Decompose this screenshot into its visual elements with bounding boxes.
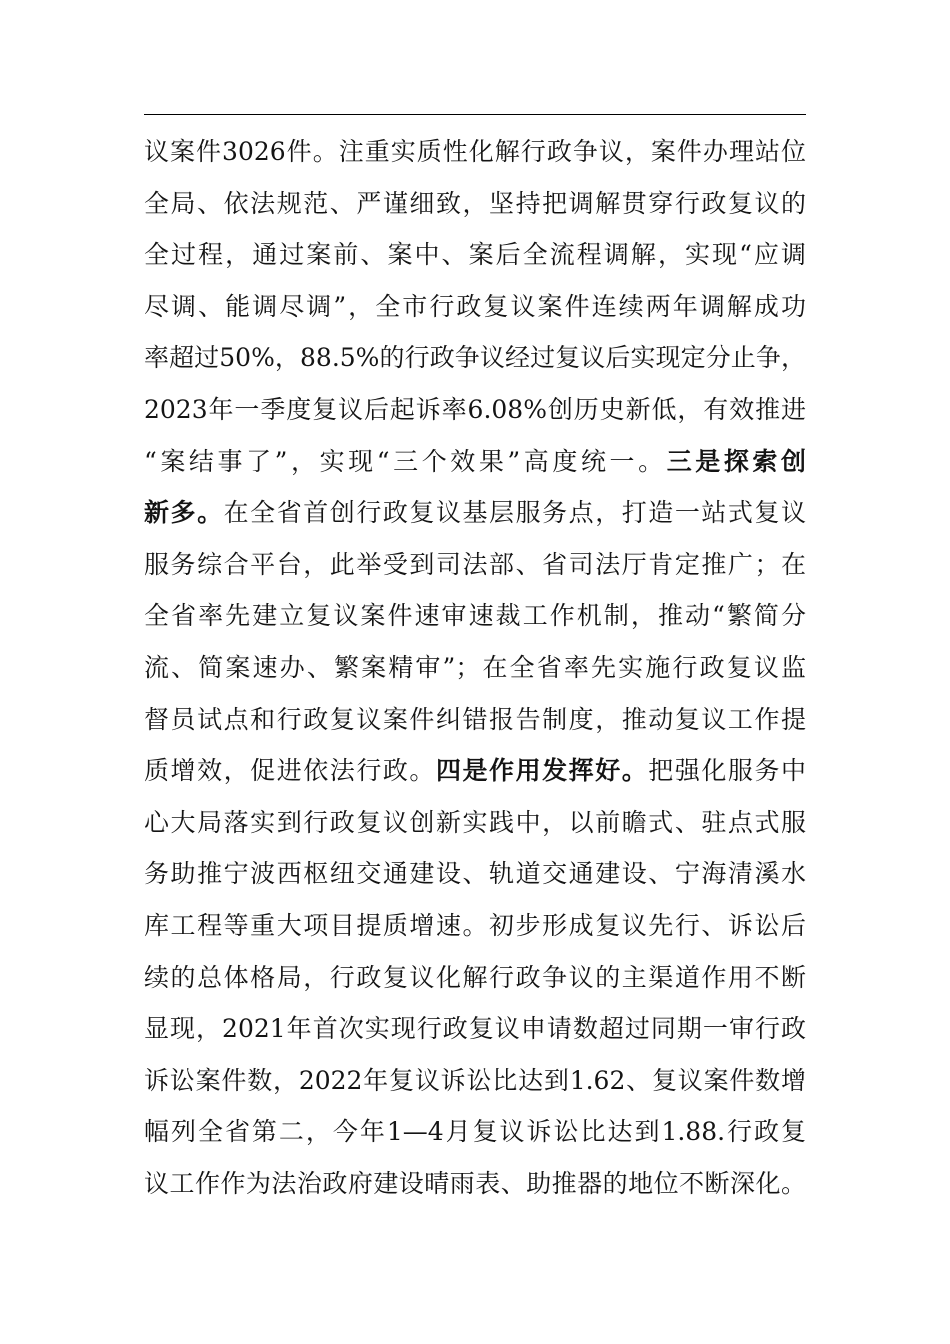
text-segment: 显现，2021年首次实现行政复议申请数超过同期一审行政 [144,1014,806,1044]
text-line-14 [144,797,806,849]
text-line-8 [144,487,806,539]
text-segment: 幅列全省第二，今年1—4月复议诉讼比达到1.88.行政复 [144,1117,806,1147]
text-line-11 [144,642,806,694]
text-segment: 质增效，促进依法行政。 [144,756,436,786]
text-segment: 库工程等重大项目提质增速。初步形成复议先行、诉讼后 [144,910,806,940]
text-line-1 [144,126,806,178]
text-segment: 率超过50%，88.5%的行政争议经过复议后实现定分止争， [144,343,806,373]
text-segment: 务助推宁波西枢纽交通建设、轨道交通建设、宁海清溪水 [144,859,806,889]
text-line-18 [144,1003,806,1055]
text-segment: 把强化服务中 [648,756,806,786]
text-segment: 诉讼案件数，2022年复议诉讼比达到1.62、复议案件数增 [144,1065,806,1095]
text-line-17 [144,952,806,1004]
text-line-4 [144,281,806,333]
text-line-7 [144,436,806,488]
text-line-10 [144,590,806,642]
bold-heading-segment: 新多。 [144,498,224,528]
text-segment: 尽调、能调尽调”，全市行政复议案件连续两年调解成功 [144,291,806,321]
text-line-6 [144,384,806,436]
text-segment: 全局、依法规范、严谨细致，坚持把调解贯穿行政复议的 [144,188,806,218]
text-segment: 服务综合平台，此举受到司法部、省司法厅肯定推广；在 [144,549,806,579]
text-segment: 全过程，通过案前、案中、案后全流程调解，实现“应调 [144,240,806,270]
text-line-5 [144,332,806,384]
text-line-20 [144,1106,806,1158]
text-line-12 [144,694,806,746]
text-line-3 [144,229,806,281]
text-segment: 2023年一季度复议后起诉率6.08%创历史新低，有效推进 [144,394,806,424]
bold-heading-segment: 三是探索创 [666,446,806,476]
text-segment: “案结事了”，实现“三个效果”高度统一。 [144,446,667,476]
text-segment: 流、简案速办、繁案精审”；在全省率先实施行政复议监 [144,652,806,682]
text-segment: 全省率先建立复议案件速审速裁工作机制，推动“繁简分 [144,601,806,631]
text-line-15 [144,848,806,900]
text-segment: 议案件3026件。注重实质性化解行政争议，案件办理站位 [144,137,806,166]
text-segment: 在全省首创行政复议基层服务点，打造一站式复议 [223,498,806,528]
text-line-2 [144,178,806,230]
bold-heading-segment: 四是作用发挥好。 [435,756,649,786]
text-segment: 议工作作为法治政府建设晴雨表、助推器的地位不断深化。 [144,1168,806,1198]
header-rule [144,114,806,115]
text-segment: 心大局落实到行政复议创新实践中，以前瞻式、驻点式服 [144,807,806,837]
text-line-21 [144,1158,806,1210]
text-line-16 [144,900,806,952]
text-segment: 督员试点和行政复议案件纠错报告制度，推动复议工作提 [144,704,806,734]
text-line-13 [144,745,806,797]
text-line-19 [144,1055,806,1107]
text-segment: 续的总体格局，行政复议化解行政争议的主渠道作用不断 [144,962,806,992]
text-line-9 [144,539,806,591]
body-paragraph [144,126,806,1209]
